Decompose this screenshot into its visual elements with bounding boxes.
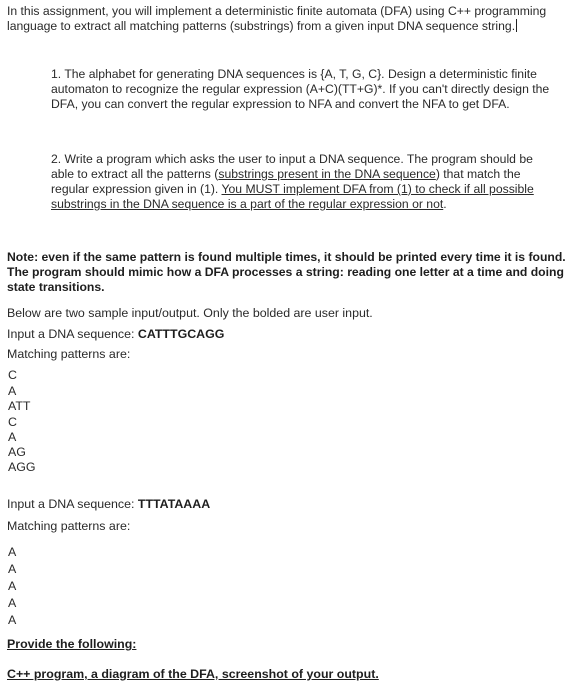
sample-2-output: A xyxy=(8,579,17,593)
sample-2-output: A xyxy=(8,613,17,627)
sample-1-output: A xyxy=(8,430,17,444)
sample-1-user-input: CATTTGCAGG xyxy=(137,327,225,341)
item-2-paragraph xyxy=(51,152,551,212)
provide-heading: Provide the following: xyxy=(7,637,137,651)
item-2-underlined-b: You MUST implement DFA from (1) to check if all possible substrings in the DNA sequence is a part of the regular expression or not xyxy=(51,182,534,211)
item-1-paragraph: 1. The alphabet for generating DNA sequences is {A, T, G, C}. Design a deterministic finite automaton to recognize the regular expression (A+C)(TT+G)*. If you can't directly design the DFA, you can convert the regular expression to NFA and convert the NFA to get DFA. xyxy=(51,67,550,111)
sample-1-matching-label: Matching patterns are: xyxy=(7,347,131,361)
sample-2-matching-label: Matching patterns are: xyxy=(7,519,131,533)
sample-2-output: A xyxy=(8,596,17,610)
sample-1-output: AGG xyxy=(8,460,36,474)
sample-1-output: AG xyxy=(8,445,26,459)
sample-1-output: C xyxy=(8,368,17,382)
sample-1-output: C xyxy=(8,415,17,429)
item-2-part-c: . xyxy=(443,197,447,211)
item-2-part-a: 2. Write a program which asks the user to input a DNA sequence. The program should be able to extract all the patterns ( xyxy=(51,152,533,181)
sample-intro: Below are two sample input/output. Only the bolded are user input. xyxy=(7,306,373,320)
sample-1-prompt: Input a DNA sequence: xyxy=(7,327,138,341)
intro-text: In this assignment, you will implement a deterministic finite automata (DFA) using C++ programming language to extract all matching patterns (substrings) from a given input DNA sequence string. xyxy=(7,4,547,33)
sample-2-output: A xyxy=(8,562,17,576)
text-cursor xyxy=(516,19,517,32)
sample-1-output: ATT xyxy=(8,399,31,413)
sample-2-input-line xyxy=(7,497,210,512)
sample-2-output: A xyxy=(8,545,17,559)
intro-paragraph xyxy=(7,4,547,34)
sample-1-output: A xyxy=(8,384,17,398)
item-2-part-b: ) that match the regular expression given in (1). xyxy=(51,167,521,196)
sample-2-prompt: Input a DNA sequence: xyxy=(7,497,138,511)
note-paragraph: Note: even if the same pattern is found multiple times, it should be printed every time it is found. The program should mimic how a DFA processes a string: reading one letter at a time and doing state transitions. xyxy=(7,250,566,294)
sample-2-user-input: TTTATAAAA xyxy=(137,497,211,511)
sample-1-input-line xyxy=(7,327,224,342)
item-2-underlined-a: substrings present in the DNA sequence xyxy=(218,167,436,181)
deliverables-line: C++ program, a diagram of the DFA, screenshot of your output. xyxy=(7,667,379,681)
